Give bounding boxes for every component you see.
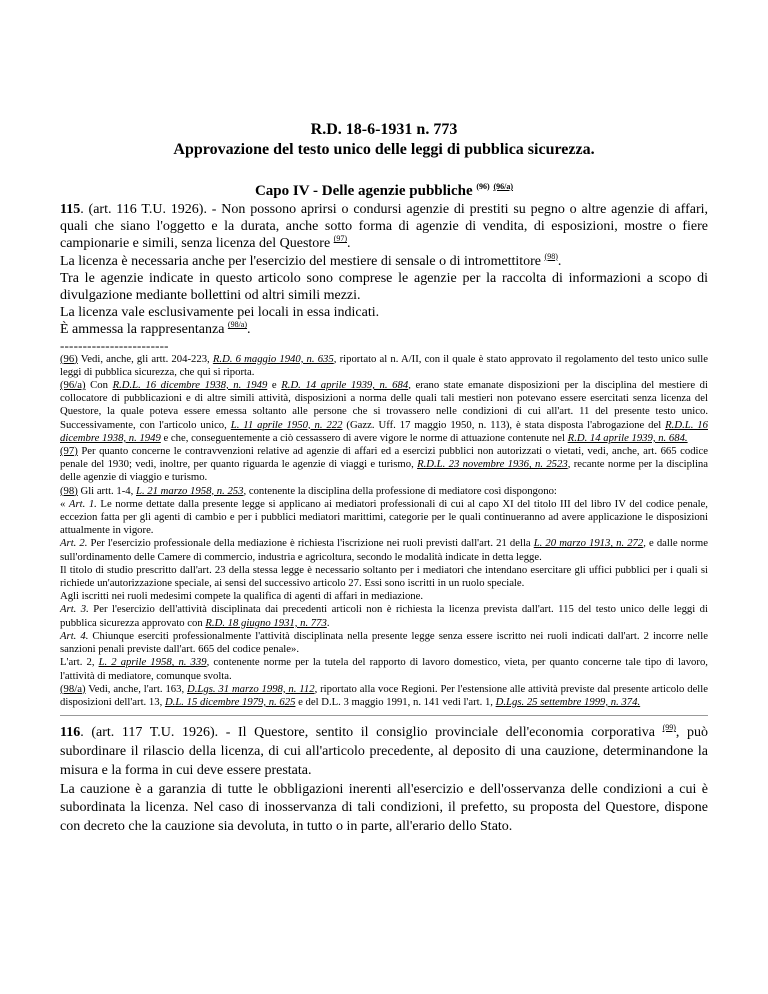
law-link[interactable]: R.D. 18 giugno 1931, n. 773 xyxy=(205,616,327,629)
footnote-98: (98) Gli artt. 1-4, L. 21 marzo 1958, n. 253, contenente la disciplina della professione di mediatore così dispongono: xyxy=(60,484,557,497)
law-link[interactable]: L. 20 marzo 1913, n. 272 xyxy=(533,537,644,550)
chapter-heading xyxy=(60,182,708,201)
footnote-96: (96) Vedi, anche, gli artt. 204-223, R.D. 6 maggio 1940, n. 635, riportato al n. A/II, con il quale è stato approvato il regolamento del testo unico sulle leggi di pubblica sicurezza, che qui si riporta. xyxy=(60,352,708,378)
footnote-tag[interactable]: (97) xyxy=(60,445,78,458)
footnote-ref-99[interactable]: (99) xyxy=(662,723,676,733)
article-number: 115 xyxy=(60,202,81,217)
section-divider xyxy=(60,715,708,716)
footnote-97: (97) Per quanto concerne le contravvenzioni relative ad agenzie di affari ed a esercizi pubblici non autorizzati o vietati, vedi, anche, art. 665 codice penale del 1930; vedi, inoltre, per quanto riguarda le agenzie di viaggi e turismo, R.D.L. 23 novembre 1936, n. 2523, recante norme per la disciplina delle agenzie di viaggio e turismo. xyxy=(60,445,709,484)
footnotes xyxy=(60,353,708,709)
law-link[interactable]: R.D.L. 16 dicembre 1938, n. 1949 xyxy=(60,418,708,444)
footnote-96a: (96/a) Con R.D.L. 16 dicembre 1938, n. 1949 e R.D. 14 aprile 1939, n. 684, erano state emanate disposizioni per la disciplina del mestiere di collocatore di pubblicazioni e di altre simili attività, disposizioni a norma delle quali tali mestieri non potevano essere esercitati senza licenza del Questore, la quale poteva essere emessa soltanto alle persone che si trovassero nelle condizioni di cui all'art. 11 del presente testo unico. Successivamente, con l'articolo unico, L. 11 aprile 1950, n. 222 (Gazz. Uff. 17 maggio 1950, n. 113), è stata disposta l'abrogazione del R.D.L. 16 dicembre 1938, n. 1949 e che, conseguentemente a ciò cessassero di avere vigore le norme di attuazione contenute nel R.D. 14 aprile 1939, n. 684. xyxy=(60,379,708,444)
law-link[interactable]: R.D.L. 16 dicembre 1938, n. 1949 xyxy=(112,379,268,392)
article-116 xyxy=(60,724,708,837)
art115-para-3: Tra le agenzie indicate in questo articolo sono comprese le agenzie per la raccolta di informazioni a scopo di divulgazione mediante bollettini od altri simili mezzi. xyxy=(60,270,708,304)
footnote-separator: ------------------------ xyxy=(60,337,169,353)
quoted-art-1: « Art. 1. Le norme dettate dalla presente legge si applicano ai mediatori professionali di cui al capo XI del titolo III del libro IV del codice penale, eccezion fatta per gli agenti di cambio e per i pubblici mediatori marittimi, categorie per le quali continueranno ad avere applicazione le disposizioni attualmente in vigore. xyxy=(60,497,708,537)
footnote-ref-97[interactable]: (97) xyxy=(333,234,347,244)
footnote-ref-96a[interactable]: (96/a) xyxy=(493,182,514,191)
quoted-art-3: Art. 3. Per l'esercizio dell'attività disciplinata dai precedenti articoli non è richiesta la licenza prevista dall'art. 115 del testo unico delle leggi di pubblica sicurezza approvato con R.D. 18 giugno 1931, n. 773. xyxy=(60,603,708,629)
law-link[interactable]: D.Lgs. 25 settembre 1999, n. 374. xyxy=(495,695,641,708)
chapter-title: Capo IV - Delle agenzie pubbliche xyxy=(254,183,473,199)
law-title: R.D. 18-6-1931 n. 773 xyxy=(310,121,458,138)
art116-para-1: 116. (art. 117 T.U. 1926). - Il Questore, sentito il consiglio provinciale dell'economia corporativa $^{(99)}$, può subordinare il rilascio della licenza, di cui all'articolo precedente, al deposito di una cauzione, determinandone la misura e la forma in cui deve essere prestata. xyxy=(60,723,708,778)
footnote-98a: (98/a) Vedi, anche, l'art. 163, D.Lgs. 31 marzo 1998, n. 112, riportato alla voce Regioni. Per l'estensione alle attività previste dal presente articolo delle disposizioni dell'art. 13, D.L. 15 dicembre 1979, n. 625 e del D.L. 3 maggio 1991, n. 141 vedi l'art. 1, D.Lgs. 25 settembre 1999, n. 374. xyxy=(60,682,708,708)
law-link[interactable]: L. 21 marzo 1958, n. 253 xyxy=(136,484,244,497)
quoted-art-2: Art. 2. Per l'esercizio professionale della mediazione è richiesta l'iscrizione nei ruoli previsti dall'art. 21 della L. 20 marzo 1913, n. 272, e dalle norme sull'ordinamento delle Camere di commercio, industria e agricoltura, secondo le modalità indicate in detta legge. xyxy=(60,537,708,563)
law-link[interactable]: L. 11 aprile 1950, n. 222 xyxy=(230,418,343,431)
law-link[interactable]: R.D. 6 maggio 1940, n. 635 xyxy=(212,352,334,365)
quoted-art-2-para-3: Agli iscritti nei ruoli medesimi compete la qualifica di agenti di affari in mediazione. xyxy=(60,590,424,603)
article-115 xyxy=(60,201,708,339)
article-number: 116 xyxy=(60,725,81,741)
footnote-tag[interactable]: (96/a) xyxy=(60,379,86,392)
law-link[interactable]: R.D. 14 aprile 1939, n. 684 xyxy=(281,379,409,392)
law-link[interactable]: L. 2 aprile 1958, n. 339 xyxy=(98,656,207,669)
quoted-art-4: Art. 4. Chiunque eserciti professionalmente l'attività disciplinata nella presente legge senza essere iscritto nei ruoli indicati dall'art. 2 incorre nelle sanzioni penali previste dall'art. 665 del codice penale». xyxy=(60,629,708,656)
law-subtitle: Approvazione del testo unico delle leggi di pubblica sicurezza. xyxy=(173,141,595,158)
note-law-339: L'art. 2, L. 2 aprile 1958, n. 339, contenente norme per la tutela del rapporto di lavoro domestico, vieta, per quanto concerne tale tipo di lavoro, l'attività di mediatore, comunque svolta. xyxy=(60,656,708,682)
footnote-tag[interactable]: (96) xyxy=(60,352,78,365)
art115-para-4: La licenza vale esclusivamente pei locali in essa indicati. xyxy=(60,305,380,321)
art115-para-5: È ammessa la rappresentanza $^{(98/a)}$. xyxy=(60,320,251,338)
law-link[interactable]: D.L. 15 dicembre 1979, n. 625 xyxy=(164,695,296,708)
law-link[interactable]: R.D.L. 23 novembre 1936, n. 2523 xyxy=(417,458,568,471)
law-link[interactable]: D.Lgs. 31 marzo 1998, n. 112 xyxy=(187,682,315,695)
art116-para-2: La cauzione è a garanzia di tutte le obbligazioni inerenti all'esercizio e dell'osservanza delle condizioni a cui è subordinata la licenza. Nel caso di inosservanza di tali condizioni, il prefetto, su proposta del Questore, dispone con decreto che la cauzione sia devoluta, in tutto o in parte, all'erario dello Stato. xyxy=(60,781,708,835)
art115-para-2: La licenza è necessaria anche per l'esercizio del mestiere di sensale o di intromettitore $^{(98)}$. xyxy=(60,251,562,269)
footnote-tag[interactable]: (98) xyxy=(60,484,78,497)
art115-para-1: 115. (art. 116 T.U. 1926). - Non possono aprirsi o condursi agenzie di prestiti su pegno o altre agenzie di affari, quali che siano l'oggetto e la durata, anche sotto forma di agenzie di vendita, di esposizioni, mostre o fiere campionarie e simili, senza licenza del Questore $^{(97)}$. xyxy=(60,202,708,252)
footnote-ref-98a[interactable]: (98/a) xyxy=(227,320,248,330)
footnote-tag[interactable]: (98/a) xyxy=(60,682,86,695)
footnote-ref-96[interactable]: (96) xyxy=(476,182,490,191)
law-link[interactable]: R.D. 14 aprile 1939, n. 684. xyxy=(567,431,688,444)
quoted-art-2-para-2: Il titolo di studio prescritto dall'art. 23 della stessa legge è necessario soltanto per i mediatori che intendano esercitare gli uffici pubblici per i quali si richiede un'autorizzazione speciale, ai sensi del successivo articolo 27. Essi sono iscritti in un ruolo speciale. xyxy=(60,563,708,590)
document-page xyxy=(60,0,708,837)
footnote-ref-98[interactable]: (98) xyxy=(544,251,558,261)
